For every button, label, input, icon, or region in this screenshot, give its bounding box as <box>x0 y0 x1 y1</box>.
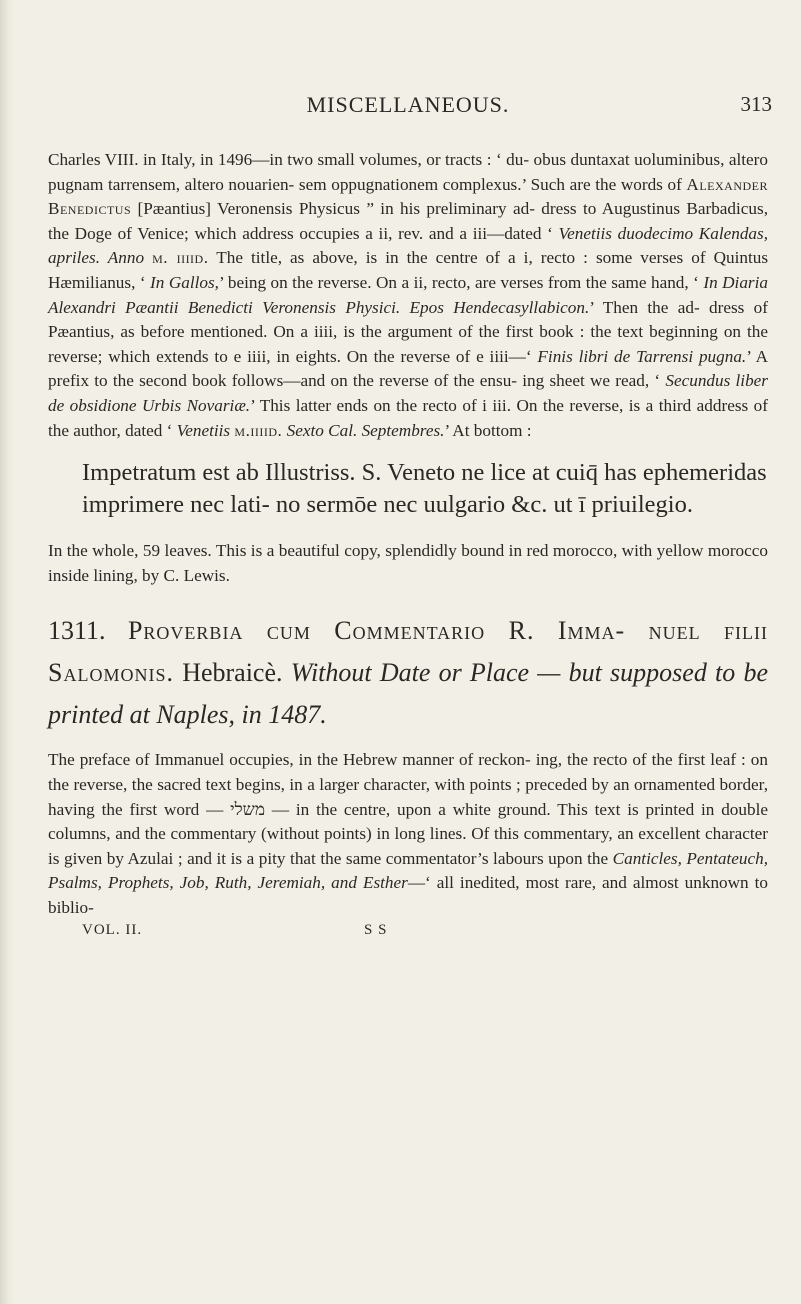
text-run: ’ A prefix to the second book follows—and on the reverse of the ensu- ing sheet we read, ‘ <box>48 346 768 391</box>
date-small-caps: m. iiiid. <box>152 248 209 268</box>
text-run: [Pæantius] Veronensis Physicus ” in his preliminary ad- dress to Augustinus Barbadicus, the Doge of Venice; which address occupies a ii, rev. and a iii—dated ‘ <box>48 199 768 243</box>
italic-quote: Venetiis duodecimo Kalendas, apriles. Anno <box>48 223 768 268</box>
text-run: The preface of Immanuel occupies, in the Hebrew manner of reckon- ing, the recto of the first leaf : on the reverse, the sacred text begins, in a larger character, with points ; preceded by an ornamented border, having the first word — <box>48 750 768 819</box>
text-run <box>144 248 152 267</box>
text-run: The title, as above, is in the centre of a i, recto : some verses of Quintus Hæmilianus, ‘ <box>48 248 769 292</box>
author-name-small-caps: Alexander Benedictus <box>48 174 768 219</box>
text-run: ’ Then the ad- dress of Pæantius, as before mentioned. On a iiii, is the argument of the first book : the text beginning on the reverse; which extends to e iiii, in eights. On the reverse of e iiii—‘ <box>48 297 768 366</box>
page-number: 313 <box>740 92 772 116</box>
text-run: ’ This latter ends on the recto of i iii. On the reverse, is a third address of the author, dated ‘ <box>48 395 768 440</box>
text-run: Charles VIII. in Italy, in 1496—in two small volumes, or tracts : ‘ du- obus duntaxat uoluminibus, altero pugnam tarrensem, altero nouarien- sem oppugnationem complexus.’ Such are the words of <box>48 150 768 194</box>
paragraph-immanuel-preface <box>48 748 768 920</box>
italic-quote: In Diaria Alexandri Pæantii Benedicti Veronensis Physici. Epos Hendecasyllabicon. <box>48 272 768 317</box>
italic-quote: Venetiis <box>176 420 231 440</box>
text-run: ’ At bottom : <box>444 420 532 440</box>
volume-label: VOL. II. <box>82 922 143 939</box>
page-footer <box>48 922 768 948</box>
binding-shadow <box>0 0 14 1304</box>
running-title: MISCELLANEOUS. <box>306 92 510 117</box>
paragraph-copy-description: In the whole, 59 leaves. This is a beautiful copy, splendidly bound in red morocco, with yellow morocco inside lining, by C. Lewis. <box>48 541 768 585</box>
running-head <box>48 88 772 122</box>
entry-heading-1311 <box>48 610 768 736</box>
entry-title-small-caps: Proverbia cum Commentario R. Imma- nuel filii Salomonis. <box>48 616 769 688</box>
hebrew-word: משלי <box>230 799 266 820</box>
entry-date-place-note: Without Date or Place — but supposed to be printed at Naples, in 1487. <box>48 658 769 730</box>
entry-hebraice: Hebraicè. <box>182 658 283 688</box>
book-page <box>48 88 772 948</box>
paragraph-charles-viii <box>48 148 768 443</box>
date-small-caps: m.iiiid. <box>234 420 283 440</box>
text-run: ’ being on the reverse. On a ii, recto, are verses from the same hand, ‘ <box>218 272 704 292</box>
signature-mark: S S <box>364 922 388 939</box>
italic-quote: Finis libri de Tarrensi pugna. <box>537 346 747 366</box>
italic-quote: In Gallos, <box>150 272 219 292</box>
text-run: —‘ all inedited, most rare, and almost unknown to biblio- <box>48 873 769 917</box>
entry-number: 1311. <box>48 616 106 646</box>
italic-quote: Sexto Cal. Septembres. <box>286 420 445 440</box>
italic-book-list: Canticles, Pentateuch, Psalms, Prophets, Job, Ruth, Jeremiah, and Esther <box>48 848 769 893</box>
text-run: — in the centre, upon a white ground. This text is printed in double columns, and the commentary (without points) in long lines. Of this commentary, an excellent character is given by Azulai ; and it is a pity that the same commentator’s labours upon the <box>48 799 768 868</box>
imprimatur-quote: Impetratum est ab Illustriss. S. Veneto ne lice at cuiq̄ has ephemeridas imprimere nec lati- no sermōe nec uulgario &c. ut ī priuilegio. <box>82 459 767 519</box>
italic-quote: Secundus liber de obsidione Urbis Novariæ. <box>48 371 768 415</box>
